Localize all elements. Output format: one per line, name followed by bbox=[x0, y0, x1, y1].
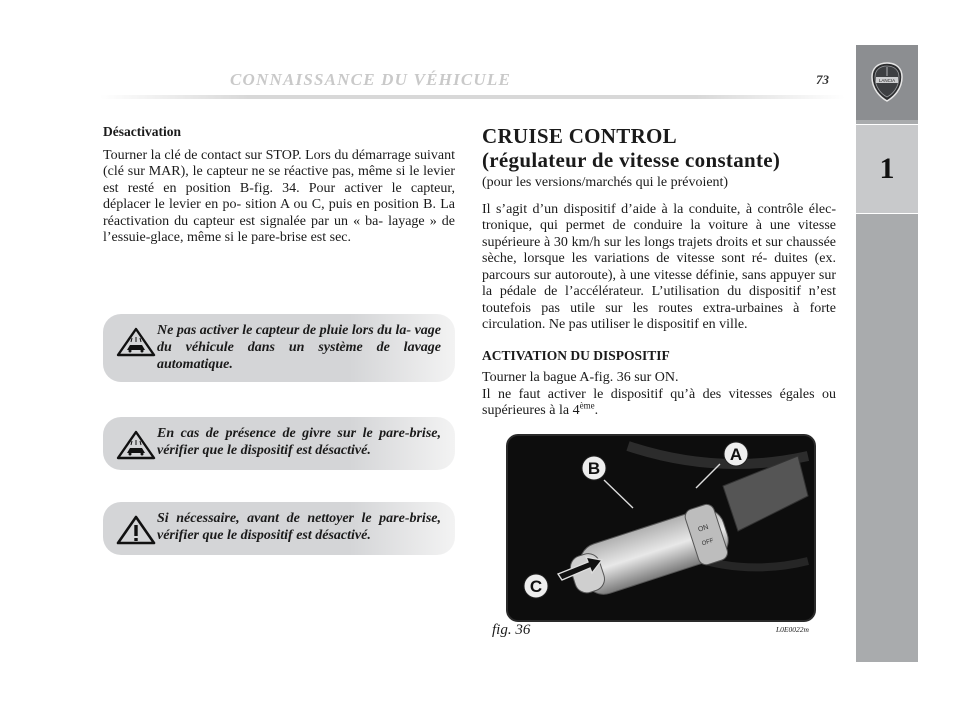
label-b: B bbox=[587, 459, 601, 478]
sidebar-separator bbox=[856, 213, 918, 214]
switch-marking-off: OFF bbox=[701, 537, 715, 548]
warning-text: Si nécessaire, avant de nettoyer le pare-brise, vérifier que le dispositif est désactivé. bbox=[157, 511, 441, 543]
ordinal-suffix: ème bbox=[579, 400, 595, 411]
left-column bbox=[103, 124, 455, 247]
warning-text: En cas de présence de givre sur le pare-brise, vérifier que le dispositif est désactivé. bbox=[157, 426, 441, 458]
chapter-number: 1 bbox=[856, 125, 918, 213]
chapter-sidebar bbox=[856, 45, 918, 662]
activation-note-text: Il ne faut activer le dispositif qu’à des vitesses égales ou supérieures à la 4 bbox=[482, 386, 836, 418]
cruise-description: Il s’agit d’un dispositif d’aide à la conduite, à contrôle élec- tronique, qui permet de conduire la voiture à une vitesse supérieure à 30 km/h sur les longs trajets droits et sur chaussée sèche, lorsque les variations de vitesse sont ré- duites (ex. parcours sur autoroute), à une vitesse définie, sans appuyer sur la pédale de l’accélérateur. L’utilisation du dispositif n’est toutefois pas utile sur les routes extra-urbaines à forte circulation. Ne pas utiliser le dispositif en ville. bbox=[482, 201, 836, 332]
page-number: 73 bbox=[816, 72, 829, 87]
car-wash-warning-icon bbox=[115, 326, 157, 358]
lancia-logo-icon bbox=[870, 62, 904, 102]
cruise-control-figure bbox=[506, 434, 816, 622]
section-subheading: (régulateur de vitesse constante) bbox=[482, 148, 781, 172]
header-title: CONNAISSANCE DU VÉHICULE bbox=[230, 70, 512, 89]
figure-caption: fig. 36 bbox=[492, 622, 531, 638]
label-c: C bbox=[529, 577, 543, 596]
activation-note bbox=[482, 387, 836, 420]
section-heading: CRUISE CONTROL bbox=[482, 124, 677, 148]
warning-box bbox=[103, 314, 455, 382]
right-column bbox=[482, 124, 836, 420]
sidebar-logo-box bbox=[856, 45, 918, 120]
warning-box bbox=[103, 502, 455, 555]
applicability-note: (pour les versions/marchés qui le prévoient) bbox=[482, 175, 729, 190]
cruise-lever-illustration bbox=[508, 436, 814, 620]
switch-marking-on: ON bbox=[697, 523, 710, 534]
activation-heading: ACTIVATION DU DISPOSITIF bbox=[482, 347, 670, 363]
deactivation-heading: Désactivation bbox=[103, 124, 181, 139]
warning-box bbox=[103, 417, 455, 470]
svg-text:LANCIA: LANCIA bbox=[878, 78, 896, 83]
deactivation-text: Tourner la clé de contact sur STOP. Lors du démarrage suivant (clé sur MAR), le capteur ne se réactive pas, même si le levier est resté en position B-fig. 34. Pour activer le capteur, déplacer le levier en po- sition A ou C, puis en position B. La réactivation du capteur est signalée par un « ba- layage » de l’essuie-glace, même si le pare-brise est sec. bbox=[103, 147, 455, 245]
figure-code: L0E0022m bbox=[776, 625, 809, 634]
warning-text: Ne pas activer le capteur de pluie lors du la- vage du véhicule dans un système de lavage automatique. bbox=[157, 323, 441, 372]
car-wash-warning-icon bbox=[115, 429, 157, 461]
header-rule bbox=[100, 95, 845, 99]
exclamation-warning-icon bbox=[115, 514, 157, 546]
label-a: A bbox=[729, 445, 743, 464]
activation-note-end: . bbox=[594, 403, 599, 418]
activation-step: Tourner la bague A-fig. 36 sur ON. bbox=[482, 370, 679, 385]
